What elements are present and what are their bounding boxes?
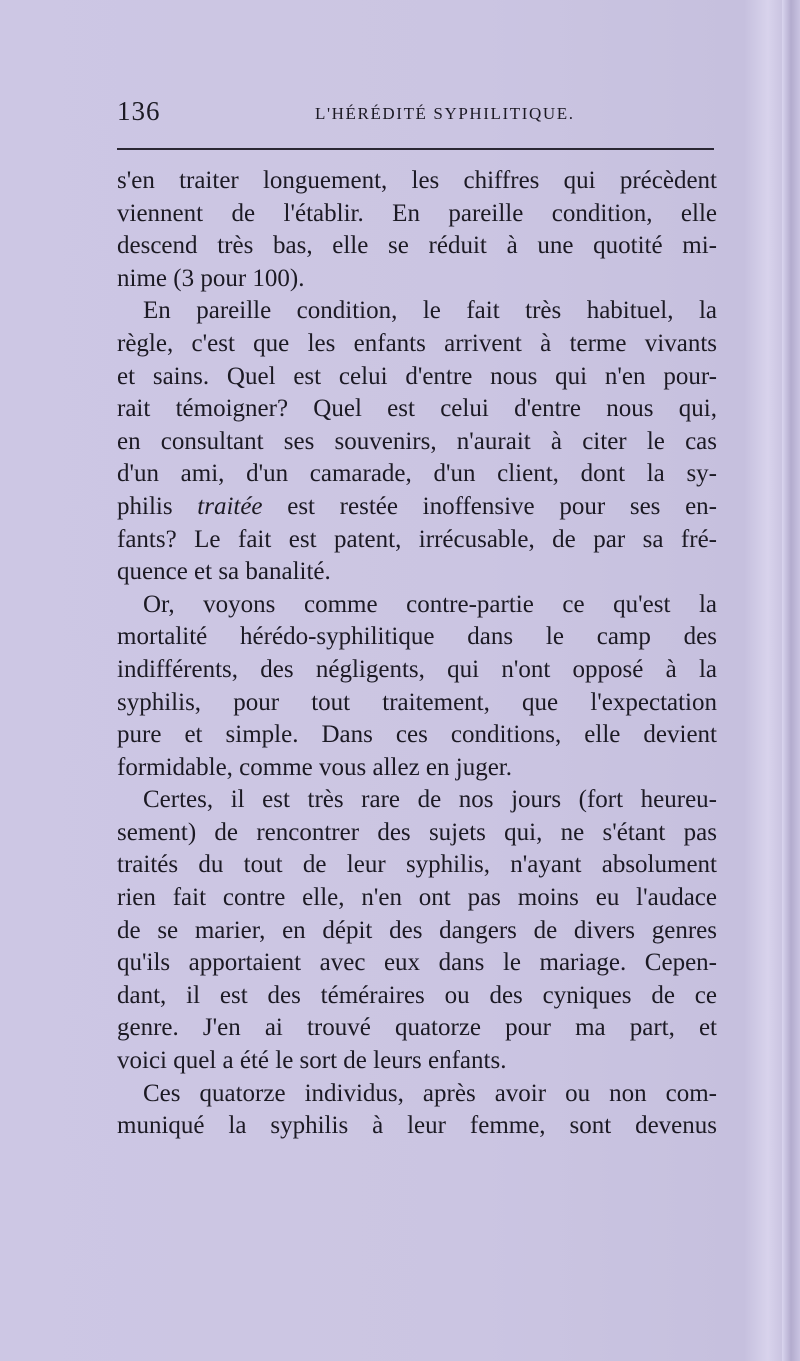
body-text — [117, 165, 717, 1143]
text-line: traités du tout de leur syphilis, n'ayant absolument — [117, 851, 717, 879]
text-line: Ces quatorze individus, après avoir ou non com- — [143, 1079, 717, 1107]
text-fragment: est restée inoffensive pour ses en- — [287, 492, 718, 520]
running-head: L'HÉRÉDITÉ SYPHILITIQUE. — [315, 104, 575, 123]
text-line: indifférents, des négligents, qui n'ont opposé à la — [117, 655, 717, 683]
text-line: d'un ami, d'un camarade, d'un client, dont la sy- — [117, 460, 717, 488]
text-line: Certes, il est très rare de nos jours (fort heureu- — [143, 786, 717, 814]
text-line: de se marier, en dépit des dangers de divers genres — [117, 916, 717, 944]
page-edge — [782, 0, 800, 1361]
text-line: sement) de rencontrer des sujets qui, ne s'étant pas — [117, 818, 717, 846]
emphasized-word: traitée — [197, 492, 263, 520]
text-fragment: philis — [117, 492, 173, 520]
text-line-mixed — [117, 491, 717, 524]
text-line: genre. J'en ai trouvé quatorze pour ma part, et — [117, 1014, 717, 1042]
text-line: règle, c'est que les enfants arrivent à terme vivants — [117, 329, 717, 357]
text-line: voici quel a été le sort de leurs enfants. — [117, 1047, 507, 1075]
text-line: fants? Le fait est patent, irrécusable, de par sa fré- — [117, 525, 717, 553]
text-line: quence et sa banalité. — [117, 558, 331, 586]
text-line: pure et simple. Dans ces conditions, elle devient — [117, 721, 717, 749]
text-line: rien fait contre elle, n'en ont pas moins eu l'audace — [117, 884, 717, 912]
text-line: et sains. Quel est celui d'entre nous qui n'en pour- — [117, 362, 717, 390]
page-header — [117, 96, 717, 136]
text-line: nime (3 pour 100). — [117, 264, 305, 292]
text-line: descend très bas, elle se réduit à une quotité mi- — [117, 232, 717, 260]
text-line: en consultant ses souvenirs, n'aurait à citer le cas — [117, 427, 717, 455]
text-line: viennent de l'établir. En pareille condition, elle — [117, 199, 717, 227]
text-line: En pareille condition, le fait très habituel, la — [143, 297, 717, 325]
text-line: mortalité hérédo-syphilitique dans le camp des — [117, 623, 717, 651]
text-line: syphilis, pour tout traitement, que l'expectation — [117, 688, 717, 716]
text-line: Or, voyons comme contre-partie ce qu'est la — [143, 590, 717, 618]
text-line: dant, il est des téméraires ou des cyniques de ce — [117, 981, 717, 1009]
text-line: formidable, comme vous allez en juger. — [117, 753, 513, 781]
text-line: rait témoigner? Quel est celui d'entre nous qui, — [117, 395, 717, 423]
page-number: 136 — [117, 96, 161, 126]
text-line: muniqué la syphilis à leur femme, sont devenus — [117, 1112, 717, 1140]
text-line: qu'ils apportaient avec eux dans le mariage. Cepen- — [117, 949, 717, 977]
header-rule — [117, 148, 714, 150]
text-line: s'en traiter longuement, les chiffres qui précèdent — [117, 167, 717, 194]
